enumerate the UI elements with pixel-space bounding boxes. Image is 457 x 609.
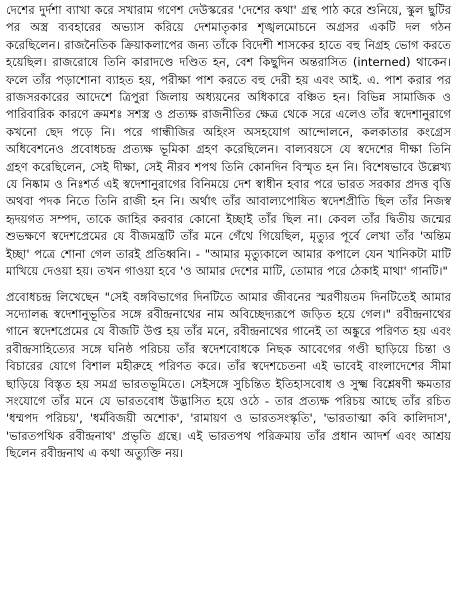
paragraph-2: প্রবোধচন্দ্র লিখেছেন "সেই বঙ্গবিভাগের দিনটিতে আমার জীবনের স্মরণীয়তম দিনটিতেই আমার সদ্যোলব্ধ স্বদেশানুভূতির সঙ্গে রবীন্দ্রনাথের নাম অবিচ্ছেদ্যরূপে জড়িত হয়ে গেল।" রবীন্দ্রনাথের গানে স্বদেশপ্রেমের যে বীজটি উপ্ত হয় তাঁর মনে, রবীন্দ্রনাথের গানেই তা অঙ্কুরে পরিণত হয় এবং রবীন্দ্রসাহিত্যের সঙ্গে ঘনিষ্ঠ পরিচয় তাঁর স্বদেশবোধকে নিছক আবেগের গণ্ডী ছাড়িয়ে চিন্তা ও বিচারের যোগে বিশাল মহীরুহে পরিণত করে। তাঁর স্বদেশচেতনা এই ভাবেই বাংলাদেশের সীমা ছাড়িয়ে বিস্তৃত হয় সমগ্র ভারতভূমিতে। সেইসঙ্গে সুচিন্তিত ইতিহাসবোধ ও সুক্ষ্ম বিশ্লেষণী ক্ষমতার সংযোগে তাঁর মনে যে ভারতবোধ উদ্ভাসিত হয়ে ওঠে - তার প্রত্যক্ষ পরিচয় আছে তাঁর রচিত 'ধম্মপদ পরিচয়', 'ধর্মবিজয়ী অশোক', 'রামায়ণ ও ভারতসংস্কৃতি', 'ভারতাত্মা কবি কালিদাস', 'ভারতপথিক রবীন্দ্রনাথ' প্রভৃতি গ্রন্থে। এই ভারতপথ পরিক্রমায় তাঁর প্রধান আদর্শ এবং আশ্রয় ছিলেন রবীন্দ্রনাথ এ কথা অত্যুক্তি নয়।: [6, 289, 451, 461]
paragraph-1: দেশের দুর্দশা ব্যাখা করে সখারাম গণেশ দেউস্করের 'দেশের কথা' গ্রন্থ পাঠ করে শুনিয়ে, স্কুল ছুটির পর অস্ত্র ব্যবহারের অভ্যাস করিয়ে দেশমাতৃকার শৃঙ্খলমোচনে অগ্রসর একটি দল গঠন করেছিলেন। রাজনৈতিক ক্রিয়াকলাপের জন্য তাঁকে বিদেশী শাসকের হাতে বহু নিগ্রহ ভোগ করতে হয়েছিল। রাজরোষে তিনি কারাদণ্ডে দণ্ডিত হন, বেশ কিছুদিন অন্তরাসিত (interned) থাকেন। ফলে তাঁর পড়াশোনা ব্যাহত হয়, পরীক্ষা পাশ করতে বহু দেরী হয় এবং আই. এ. পাশ করার পর রাজসরকারের আদেশে ত্রিপুরা জিলায় অধ্যয়নের অধিকারে বঞ্চিত হন। বিভিন্ন সামাজিক ও পারিবারিক কারণে ক্রমশঃ সশস্ত্র ও প্রত্যক্ষ রাজনীতির ক্ষেত্র থেকে সরে এলেও তাঁর স্বদেশানুরাগে কখনো ছেদ পড়ে নি। পরে গান্ধীজির অহিংস অসহযোগ আন্দোলনে, কলকাতার কংগ্রেস অধিবেশনেও প্রবোধচন্দ্র প্রত্যক্ষ ভূমিকা গ্রহণ করেছিলেন। বাল্যবয়সে যে স্বদেশের দীক্ষা তিনি গ্রহণ করেছিলেন, সেই দীক্ষা, সেই নীরব শপথ তিনি কোনদিন বিস্মৃত হন নি। বিশেষভাবে উল্লেখ্য যে নিষ্কাম ও নিঃশর্ত এই স্বদেশানুরাগের বিনিময়ে দেশ স্বাধীন হবার পরে ভারত সরকার প্রদত্ত বৃত্তি অথবা পদক নিতে তিনি রাজী হন নি। অর্থাৎ তাঁর আবাল্যপোষিত স্বদেশপ্রীতি ছিল তাঁর নিজস্ব হৃদয়গত সম্পদ, তাকে জাহির করবার কোনো ইচ্ছাই তাঁর ছিল না। কেবল তাঁর দ্বিতীয় জন্মের শুভক্ষণে স্বদেশপ্রেমের যে বীজমন্ত্রটি তাঁর মনে গেঁথে গিয়েছিল, মৃত্যুর পূর্বে লেখা তাঁর 'অন্তিম ইচ্ছা' পত্রে শোনা গেল তারই প্রতিধ্বনি। - "আমার মৃত্যুকালে আমার কপালে যেন খানিকটা মাটি মাখিয়ে দেওয়া হয়। তখন গাওয়া হবে 'ও আমার দেশের মাটি, তোমার পরে ঠেকাই মাথা' গানটি।": [6, 3, 451, 279]
paragraph-gap: [6, 281, 451, 289]
